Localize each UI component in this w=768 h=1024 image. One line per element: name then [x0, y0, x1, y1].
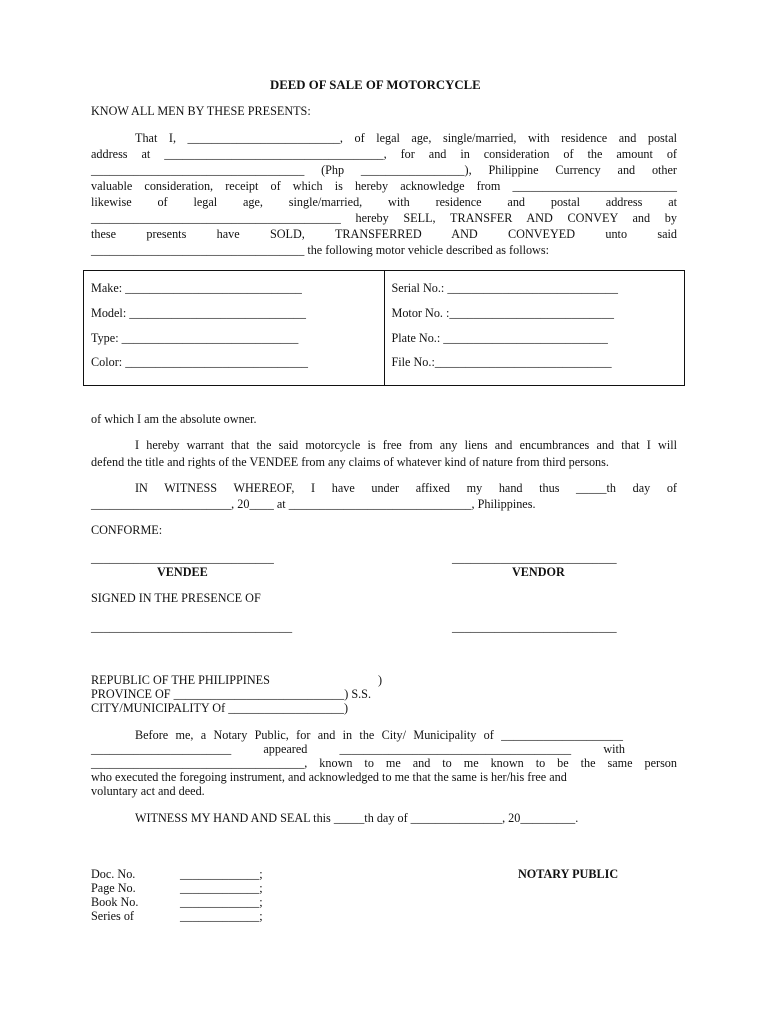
- notary-line-3: ___________________________________, known to me and to me known to be the same person: [91, 756, 677, 770]
- vehicle-table-right-column: [385, 271, 685, 385]
- book-no-line[interactable]: _____________;: [180, 895, 263, 909]
- warranty-line-1: I hereby warrant that the said motorcycle is free from any liens and encumbrances and that I will: [135, 438, 677, 452]
- vendee-label: VENDEE: [157, 565, 208, 579]
- book-no-label: Book No.: [91, 895, 139, 909]
- warranty-line-2: defend the title and rights of the VENDEE from any claims of whatever kind of nature from third persons.: [91, 455, 609, 469]
- witness-line-2: _______________________, 20____ at ______________________________, Philippines.: [91, 497, 536, 511]
- plate-no-field[interactable]: Plate No.: ___________________________: [391, 331, 608, 345]
- vendor-signature-line[interactable]: ___________________________: [452, 551, 617, 565]
- page-no-label: Page No.: [91, 881, 136, 895]
- motor-no-field[interactable]: Motor No. :___________________________: [391, 306, 614, 320]
- p1-line-6: _________________________________________ hereby SELL, TRANSFER AND CONVEY and by: [91, 211, 677, 225]
- series-of-line[interactable]: _____________;: [180, 909, 263, 923]
- make-field[interactable]: Make: _____________________________: [91, 281, 302, 295]
- type-field[interactable]: Type: _____________________________: [91, 331, 299, 345]
- opening-line: KNOW ALL MEN BY THESE PRESENTS:: [91, 104, 311, 118]
- page-no-line[interactable]: _____________;: [180, 881, 263, 895]
- model-field[interactable]: Model: _____________________________: [91, 306, 306, 320]
- witness-line-1: IN WITNESS WHEREOF, I have under affixed my hand thus _____th day of: [135, 481, 677, 495]
- p1-line-3: ___________________________________ (Php _________________), Philippine Currency and other: [91, 163, 677, 177]
- notary-line-4: who executed the foregoing instrument, and acknowledged to me that the same is her/his free and: [91, 770, 567, 784]
- p1-line-4: valuable consideration, receipt of which is hereby acknowledge from ___________________________: [91, 179, 677, 193]
- conforme-label: CONFORME:: [91, 523, 163, 537]
- republic-line: REPUBLIC OF THE PHILIPPINES: [91, 673, 270, 687]
- notary-line-5: voluntary act and deed.: [91, 784, 205, 798]
- color-field[interactable]: Color: ______________________________: [91, 355, 309, 369]
- serial-no-field[interactable]: Serial No.: ____________________________: [391, 281, 618, 295]
- vehicle-table-left-column: [84, 271, 385, 385]
- notary-line-1: Before me, a Notary Public, for and in the City/ Municipality of ____________________: [135, 728, 623, 742]
- republic-paren: ): [378, 673, 383, 687]
- owner-line: of which I am the absolute owner.: [91, 412, 257, 426]
- doc-no-label: Doc. No.: [91, 867, 136, 881]
- notary-public-label: NOTARY PUBLIC: [518, 867, 619, 881]
- signed-in-presence-label: SIGNED IN THE PRESENCE OF: [91, 591, 261, 605]
- document-title: DEED OF SALE OF MOTORCYCLE: [270, 78, 481, 92]
- p1-line-7: these presents have SOLD, TRANSFERRED AND CONVEYED unto said: [91, 227, 677, 241]
- notary-line-2: _______________________ appeared ______________________________________ with: [91, 742, 625, 756]
- vendee-signature-line[interactable]: ______________________________: [91, 551, 274, 565]
- witness-2-signature-line[interactable]: ___________________________: [452, 620, 617, 634]
- doc-no-line[interactable]: _____________;: [180, 867, 263, 881]
- city-municipality-line: CITY/MUNICIPALITY Of ___________________): [91, 701, 349, 715]
- p1-line-2: address at ____________________________________, for and in consideration of the amount of: [91, 147, 677, 161]
- province-line: PROVINCE OF ____________________________) S.S.: [91, 687, 371, 701]
- vehicle-table: [83, 270, 685, 386]
- witness-hand-seal-line: WITNESS MY HAND AND SEAL this _____th day of _______________, 20_________.: [135, 811, 579, 825]
- p1-line-8: ___________________________________ the following motor vehicle described as follows:: [91, 243, 549, 257]
- witness-1-signature-line[interactable]: _________________________________: [91, 620, 293, 634]
- series-of-label: Series of: [91, 909, 134, 923]
- p1-line-1: That I, _________________________, of legal age, single/married, with residence and postal: [135, 131, 677, 145]
- vendor-label: VENDOR: [512, 565, 565, 579]
- file-no-field[interactable]: File No.:_____________________________: [391, 355, 612, 369]
- p1-line-5: likewise of legal age, single/married, with residence and postal address at: [91, 195, 677, 209]
